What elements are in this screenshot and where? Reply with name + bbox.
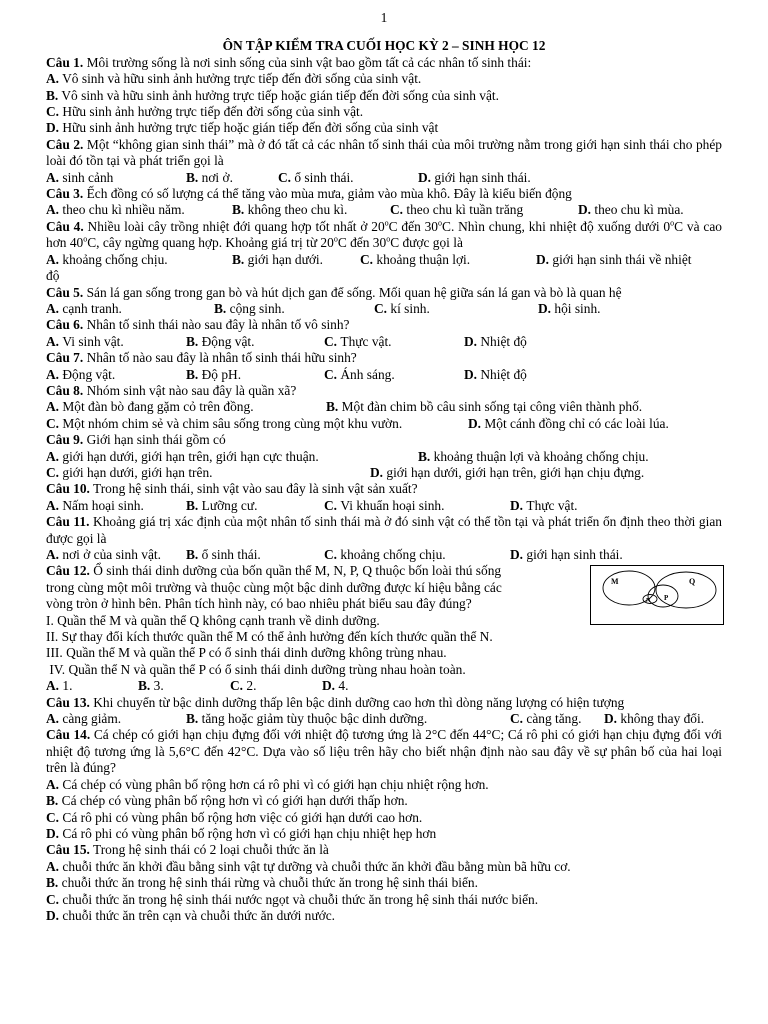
option-letter: B.: [326, 399, 339, 415]
question-15: [46, 842, 722, 858]
option-letter: D.: [468, 415, 482, 431]
option-text: khoảng chống chịu.: [340, 547, 446, 562]
option-text: nơi ở.: [201, 169, 233, 185]
statement-2: II. Sự thay đổi kích thước quần thể M có thể ảnh hưởng đến kích thước quần thể N.: [46, 629, 493, 645]
question-label: Câu 13.: [46, 694, 90, 710]
option-c: [324, 547, 510, 563]
option-d: [510, 547, 623, 563]
option-letter: D.: [510, 547, 524, 562]
option-d: [604, 711, 704, 727]
option-letter: A.: [46, 202, 60, 218]
question-4: [46, 219, 722, 252]
options-row: [46, 465, 722, 481]
option-letter: D.: [538, 300, 552, 316]
question-text-line: trong cùng một môi trường và thuộc cùng một bậc dinh dưỡng được kí hiệu bằng các: [46, 579, 502, 595]
question-text: C đến 30: [337, 235, 387, 251]
option-text: hội sinh.: [554, 300, 601, 316]
option-c: [46, 416, 468, 432]
option-text: Nhiệt độ: [480, 366, 527, 382]
question-text: Khoảng giá trị xác định của một nhân tố sinh thái mà ở đó sinh vật có thể tồn tại và phát triển ổn định theo thời gian được gọi là: [46, 514, 722, 546]
option-d: [46, 908, 722, 924]
option-text: chuỗi thức ăn khởi đầu bằng sinh vật tự dưỡng và chuỗi thức ăn khởi đầu bằng mùn bã hữu cơ.: [62, 858, 571, 874]
option-letter: B.: [186, 366, 199, 382]
option-b: [232, 252, 360, 268]
option-letter: D.: [46, 825, 60, 841]
option-a: [46, 777, 722, 793]
option-c: [390, 202, 578, 218]
option-text: chuỗi thức ăn trên cạn và chuỗi thức ăn dưới nước.: [62, 907, 335, 923]
option-letter: A.: [46, 366, 60, 382]
option-letter: A.: [46, 300, 60, 316]
option-b: [46, 793, 722, 809]
option-d: [370, 465, 644, 481]
option-a: [46, 252, 232, 268]
option-b: [186, 367, 324, 383]
option-d: [464, 334, 527, 350]
option-letter: C.: [510, 711, 524, 727]
option-letter: D.: [322, 678, 336, 694]
option-a: [46, 170, 186, 186]
option-letter: A.: [46, 251, 60, 267]
option-letter: D.: [604, 711, 618, 727]
option-c: [324, 334, 464, 350]
question-text: Trong hệ sinh thái có 2 loại chuỗi thức ăn là: [89, 842, 329, 858]
option-letter: C.: [46, 415, 60, 431]
option-d: [46, 120, 722, 136]
option-text: Hữu sinh ảnh hưởng trực tiếp đến đời sống của sinh vật.: [62, 104, 364, 120]
option-text: theo chu kì tuần trăng: [406, 202, 524, 218]
question-10: [46, 481, 722, 497]
option-text: khoảng chống chịu.: [62, 251, 168, 267]
option-letter: C.: [324, 497, 338, 513]
option-letter: A.: [46, 333, 60, 349]
option-text: giới hạn dưới, giới hạn trên, giới hạn chịu đựng.: [386, 464, 645, 480]
question-text: Nhiều loài cây trồng nhiệt đới quang hợp tốt nhất ở 20: [83, 218, 385, 234]
option-text: 3.: [153, 678, 164, 694]
option-c: [360, 252, 536, 268]
option-letter: B.: [138, 678, 151, 694]
statement-4: IV. Quần thể N và quần thể P có ổ sinh thái dinh dưỡng trùng nhau hoàn toàn.: [46, 661, 466, 677]
option-letter: D.: [536, 251, 550, 267]
option-text: Động vật.: [62, 366, 116, 382]
option-b: [46, 88, 722, 104]
option-letter: D.: [418, 169, 432, 185]
option-text: Cá rô phi có vùng phân bố rộng hơn việc có giới hạn dưới cao hơn.: [62, 809, 423, 825]
degree-sign: o: [438, 218, 443, 228]
question-text: Giới hạn sinh thái gồm có: [83, 432, 226, 448]
option-text: khoảng thuận lợi và khoảng chống chịu.: [433, 448, 649, 464]
question-8: [46, 383, 722, 399]
option-a: [46, 202, 232, 218]
option-c: [46, 104, 722, 120]
option-letter: C.: [46, 464, 60, 480]
question-text: Môi trường sống là nơi sinh sống của sinh vật bao gồm tất cả các nhân tố sinh thái:: [83, 54, 532, 70]
question-text: Trong hệ sinh thái, sinh vật vào sau đây là sinh vật sản xuất?: [89, 481, 418, 497]
question-text: Sán lá gan sống trong gan bò và hút dịch gan để sống. Mối quan hệ giữa sán lá gan và bò là quan hệ: [83, 284, 622, 300]
question-text: Ếch đồng có số lượng cá thể tăng vào mùa mưa, giảm vào mùa khô. Đây là kiểu biến động: [83, 186, 572, 202]
option-text: ổ sinh thái.: [201, 547, 261, 562]
option-b: [326, 399, 642, 415]
option-letter: D.: [46, 907, 60, 923]
option-a: [46, 449, 418, 465]
option-b: [186, 547, 324, 563]
option-text: 2.: [246, 678, 257, 694]
question-label: Câu 14.: [46, 727, 91, 743]
question-text: C đến 30: [388, 218, 439, 234]
statement-1: I. Quần thể M và quần thể Q không cạnh tranh về dinh dưỡng.: [46, 612, 380, 628]
option-c: [324, 367, 464, 383]
option-letter: B.: [214, 300, 227, 316]
option-c: [278, 170, 418, 186]
options-row: [46, 416, 722, 432]
question-text: Nhân tố nào sau đây là nhân tố sinh thái hữu sinh?: [83, 350, 357, 366]
option-letter: C.: [46, 104, 60, 120]
option-text: theo chu kì mùa.: [594, 202, 684, 218]
option-text: cộng sinh.: [229, 300, 285, 316]
question-1: [46, 55, 722, 71]
option-text: 1.: [62, 678, 73, 694]
question-label: Câu 3.: [46, 186, 84, 202]
option-text: giới hạn sinh thái về nhiệt: [552, 251, 692, 267]
option-text: giới hạn dưới, giới hạn trên.: [62, 464, 213, 480]
option-letter: A.: [46, 776, 60, 792]
option-letter: A.: [46, 399, 60, 415]
option-letter: D.: [464, 366, 478, 382]
option-letter: C.: [46, 891, 60, 907]
options-row: [46, 202, 722, 218]
option-text: cạnh tranh.: [62, 300, 122, 316]
question-text: C, cây ngừng quang hợp. Khoảng giá trị từ 20: [87, 235, 334, 251]
option-d: [510, 498, 578, 514]
question-label: Câu 9.: [46, 432, 84, 448]
option-letter: A.: [46, 678, 60, 694]
question-label: Câu 5.: [46, 284, 84, 300]
page-number: 1: [380, 10, 388, 25]
option-text: giới hạn sinh thái.: [526, 547, 623, 562]
venn-diagram: [590, 565, 724, 625]
option-a: [46, 399, 326, 415]
question-5: [46, 285, 722, 301]
question-text: Một “không gian sinh thái” mà ở đó tất cả các nhân tố sinh thái của môi trường nằm trong giới hạn sinh thái cho phép loài đó tồn tại và phát triển gọi là: [46, 136, 722, 169]
option-text: Thực vật.: [526, 497, 578, 513]
option-text: sinh cảnh: [62, 169, 114, 185]
option-text: Độ pH.: [201, 366, 242, 382]
options-row: [46, 334, 722, 350]
option-letter: B.: [418, 448, 431, 464]
options-row: [46, 449, 722, 465]
degree-sign: o: [83, 234, 88, 244]
option-b: [214, 301, 374, 317]
option-letter: D.: [370, 464, 384, 480]
question-text-line: vòng tròn ở hình bên. Phân tích hình này, có bao nhiêu phát biểu sau đây đúng?: [46, 596, 472, 612]
option-letter: C.: [324, 547, 338, 562]
option-text: theo chu kì nhiều năm.: [62, 202, 185, 218]
option-letter: B.: [232, 251, 245, 267]
question-label: Câu 1.: [46, 54, 84, 70]
option-letter: C.: [360, 251, 374, 267]
option-letter: B.: [46, 87, 59, 103]
label-p: P: [664, 594, 669, 603]
option-d: [322, 678, 348, 694]
option-a: [46, 71, 722, 87]
option-text: càng giảm.: [62, 711, 122, 727]
option-c: [46, 810, 722, 826]
option-text: chuỗi thức ăn trong hệ sinh thái rừng và chuỗi thức ăn trong hệ sinh thái biển.: [61, 875, 478, 891]
option-letter: D.: [510, 497, 524, 513]
option-d: [578, 202, 684, 218]
option-a: [46, 711, 186, 727]
option-letter: A.: [46, 858, 60, 874]
option-d-continued: độ: [46, 268, 60, 284]
option-b: [186, 498, 324, 514]
option-d: [46, 826, 722, 842]
option-letter: A.: [46, 71, 60, 87]
question-text: Khi chuyển từ bậc dinh dưỡng thấp lên bậc dinh dưỡng cao hơn thì dòng năng lượng có hiện tượng: [89, 694, 625, 710]
option-text: tăng hoặc giảm tùy thuộc bậc dinh dưỡng.: [201, 711, 428, 727]
option-letter: B.: [186, 711, 199, 727]
option-letter: A.: [46, 547, 60, 562]
option-text: Cá chép có vùng phân bố rộng hơn cá rô phi vì có giới hạn chịu nhiệt rộng hơn.: [62, 776, 489, 792]
option-text: khoảng thuận lợi.: [376, 251, 471, 267]
option-letter: B.: [186, 497, 199, 513]
option-letter: C.: [324, 333, 338, 349]
option-c: [324, 498, 510, 514]
degree-sign: o: [670, 218, 675, 228]
question-12: [46, 563, 722, 612]
option-b: [186, 170, 278, 186]
options-row: [46, 678, 722, 694]
option-text: Hữu sinh ảnh hưởng trực tiếp hoặc gián tiếp đến đời sống của sinh vật: [62, 120, 439, 136]
question-7: [46, 350, 722, 366]
question-9: [46, 432, 722, 448]
option-text: giới hạn dưới.: [247, 251, 323, 267]
option-a: [46, 678, 138, 694]
option-a: [46, 334, 186, 350]
degree-sign: o: [333, 234, 338, 244]
option-text: 4.: [338, 678, 349, 694]
option-text: kí sinh.: [390, 300, 430, 316]
option-text: càng tăng.: [526, 711, 582, 727]
options-row: [46, 170, 722, 186]
question-text: Cá chép có giới hạn chịu đựng đối với nhiệt độ tương ứng là 2°C đến 44°C; Cá rô phi có giới hạn chịu đựng đối với nhiệt độ tương ứng là 5,6°C đến 42°C. Dựa vào số liệu trên hãy cho biết nhận định nào sau đây về sự phân bố của hai loại trên là đúng?: [46, 727, 722, 776]
option-text: Nhiệt độ: [480, 333, 527, 349]
options-row: [46, 252, 722, 268]
question-label: Câu 10.: [46, 481, 90, 497]
question-text: C được gọi là: [390, 235, 463, 251]
option-letter: B.: [186, 169, 199, 185]
question-label: Câu 2.: [46, 136, 84, 152]
option-c: [46, 892, 722, 908]
option-text: Ánh sáng.: [340, 366, 395, 382]
option-letter: D.: [46, 120, 60, 136]
options-row: [46, 547, 722, 563]
options-row: [46, 367, 722, 383]
option-b: [418, 449, 649, 465]
option-c: [374, 301, 538, 317]
question-label: Câu 15.: [46, 842, 90, 858]
option-text: Một đàn chim bồ câu sinh sống tại công viên thành phố.: [341, 399, 643, 415]
option-b: [232, 202, 390, 218]
option-text: Một đàn bò đang gặm cỏ trên đồng.: [62, 399, 254, 415]
option-text: Vô sinh và hữu sinh ảnh hưởng trực tiếp đến đời sống của sinh vật.: [62, 71, 422, 87]
option-letter: B.: [46, 875, 59, 891]
option-text: Một nhóm chim sẻ và chim sâu sống trong cùng một khu vườn.: [62, 415, 403, 431]
option-letter: C.: [46, 809, 60, 825]
question-label: Câu 6.: [46, 317, 84, 333]
option-d: [468, 416, 669, 432]
option-letter: C.: [390, 202, 404, 218]
option-letter: A.: [46, 711, 60, 727]
options-row: [46, 399, 722, 415]
question-11: [46, 514, 722, 547]
options-row: [46, 711, 722, 727]
option-text: Vi khuẩn hoại sinh.: [340, 497, 445, 513]
option-d: [418, 170, 531, 186]
option-text: Nấm hoại sinh.: [62, 497, 144, 513]
option-a: [46, 498, 186, 514]
circle-q: [656, 572, 716, 608]
question-label: Câu 11.: [46, 514, 90, 530]
option-text: Cá chép có vùng phân bố rộng hơn vì có giới hạn dưới thấp hơn.: [61, 793, 408, 809]
option-d: [464, 367, 527, 383]
option-text: không theo chu kì.: [247, 202, 348, 218]
option-text: Thực vật.: [340, 333, 392, 349]
option-text: giới hạn sinh thái.: [434, 169, 531, 185]
options-row: [46, 301, 722, 317]
option-d: [538, 301, 601, 317]
question-label: Câu 4.: [46, 218, 84, 234]
option-text: chuỗi thức ăn trong hệ sinh thái nước ngọt và chuỗi thức ăn trong hệ sinh thái nước biển.: [62, 891, 539, 907]
question-text: Ổ sinh thái dinh dưỡng của bốn quần thể M, N, P, Q thuộc bốn loài thú sống: [89, 563, 502, 579]
option-text: Cá rô phi có vùng phân bố rộng hơn vì có giới hạn chịu nhiệt hẹp hơn: [62, 825, 437, 841]
option-text: nơi ở của sinh vật.: [62, 547, 161, 562]
option-letter: C.: [230, 678, 244, 694]
option-letter: B.: [186, 547, 199, 562]
question-13: [46, 695, 722, 711]
question-text: C. Nhìn chung, khi nhiệt độ xuống dưới 0: [442, 218, 671, 234]
option-letter: D.: [578, 202, 592, 218]
question-text: Nhóm sinh vật nào sau đây là quần xã?: [83, 382, 297, 398]
option-letter: D.: [464, 333, 478, 349]
option-text: ổ sinh thái.: [294, 169, 354, 185]
option-letter: C.: [278, 169, 292, 185]
label-m: M: [611, 577, 619, 587]
option-b: [138, 678, 230, 694]
option-text: Vô sinh và hữu sinh ảnh hưởng trực tiếp hoặc gián tiếp đến đời sống của sinh vật.: [61, 87, 499, 103]
option-letter: C.: [324, 366, 338, 382]
option-letter: A.: [46, 497, 60, 513]
option-text: Vi sinh vật.: [62, 333, 124, 349]
option-a: [46, 547, 186, 563]
option-c: [510, 711, 604, 727]
question-2: [46, 137, 722, 170]
option-letter: A.: [46, 448, 60, 464]
page-title: ÔN TẬP KIỂM TRA CUỐI HỌC KỲ 2 – SINH HỌC 12: [222, 38, 546, 54]
option-letter: A.: [46, 169, 60, 185]
option-d: [536, 252, 692, 268]
option-text: không thay đổi.: [620, 711, 705, 727]
degree-sign: o: [384, 218, 389, 228]
options-row: [46, 498, 722, 514]
option-a: [46, 859, 722, 875]
option-b: [46, 875, 722, 891]
option-letter: C.: [374, 300, 388, 316]
label-q: Q: [689, 577, 696, 587]
option-letter: B.: [232, 202, 245, 218]
question-label: Câu 7.: [46, 350, 84, 366]
question-text: C và cao hơn 40: [46, 218, 722, 251]
option-a: [46, 301, 214, 317]
option-b: [186, 711, 510, 727]
option-a: [46, 367, 186, 383]
question-14: [46, 727, 722, 776]
option-c: [46, 465, 370, 481]
question-text: Nhân tố sinh thái nào sau đây là nhân tố vô sinh?: [83, 317, 350, 333]
question-6: [46, 317, 722, 333]
question-3: [46, 186, 722, 202]
degree-sign: o: [386, 234, 391, 244]
option-letter: B.: [186, 333, 199, 349]
option-letter: B.: [46, 793, 59, 809]
option-text: Một cánh đồng chỉ có các loài lúa.: [484, 415, 669, 431]
option-b: [186, 334, 324, 350]
option-text: giới hạn dưới, giới hạn trên, giới hạn cực thuận.: [62, 448, 319, 464]
question-label: Câu 8.: [46, 382, 84, 398]
statement-3: III. Quần thể M và quần thể P có ổ sinh thái dinh dưỡng không trùng nhau.: [46, 645, 447, 661]
option-text: Động vật.: [201, 333, 255, 349]
option-c: [230, 678, 322, 694]
question-label: Câu 12.: [46, 563, 90, 579]
option-text: Lưỡng cư.: [201, 497, 258, 513]
label-n: N: [646, 598, 651, 605]
